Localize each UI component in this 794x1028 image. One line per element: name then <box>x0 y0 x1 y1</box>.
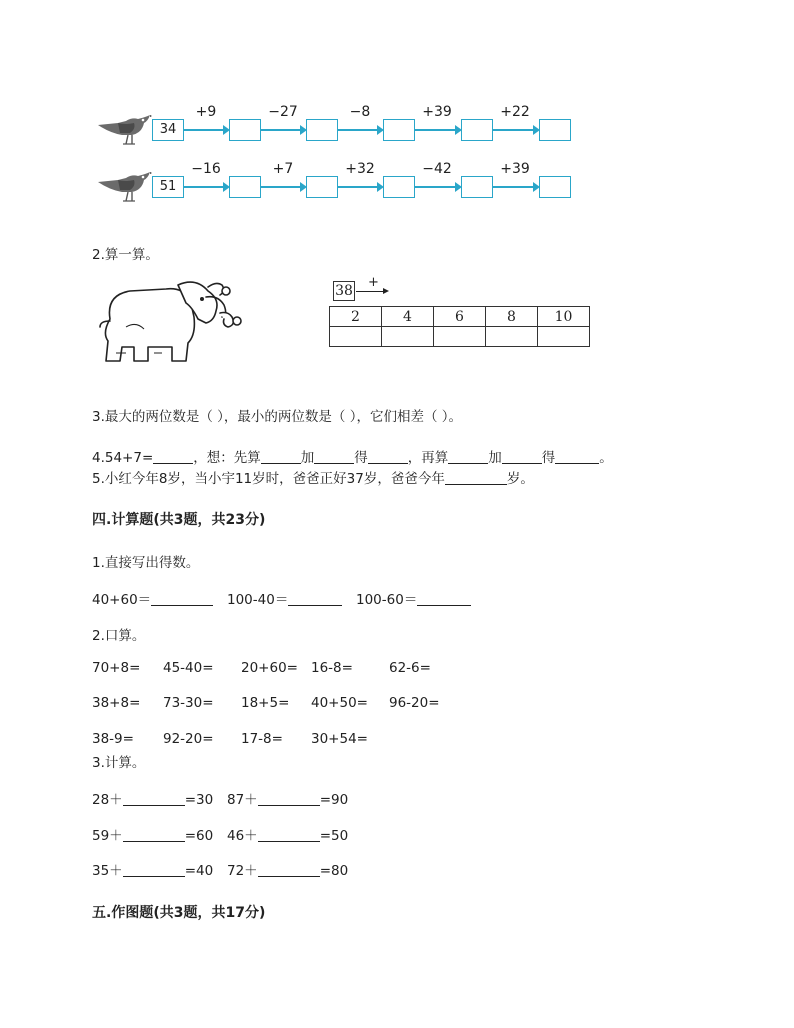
answer-blank[interactable] <box>258 827 320 842</box>
oral-calc-item: 38-9= <box>92 731 134 747</box>
answer-cell[interactable] <box>382 327 434 347</box>
s4-question-1-label: 1.直接写出得数。 <box>92 555 200 571</box>
table-cell: 2 <box>330 307 382 327</box>
oral-calc-item: 38+8= <box>92 695 141 711</box>
pigeon-icon <box>96 168 152 206</box>
answer-blank[interactable] <box>153 449 193 464</box>
answer-box[interactable] <box>539 119 571 141</box>
answer-blank[interactable] <box>445 470 507 485</box>
number-chain-1 <box>96 104 596 151</box>
table-arrow <box>356 291 384 292</box>
chain-operation: +32 <box>345 161 375 177</box>
table-operator: + <box>368 275 379 290</box>
chain-arrow <box>415 186 460 188</box>
chain-operation: +9 <box>195 104 217 120</box>
q4-text: 得 <box>354 450 368 466</box>
answer-blank[interactable] <box>368 449 408 464</box>
addition-table <box>329 306 590 347</box>
oral-calc-item: 70+8= <box>92 660 141 676</box>
q5-text: 5.小红今年8岁，当小宇11岁时，爸爸正好37岁，爸爸今年 <box>92 471 445 487</box>
question-4 <box>92 446 613 466</box>
question-3: 3.最大的两位数是（ ），最小的两位数是（ ），它们相差（ ）。 <box>92 409 463 425</box>
expression: 35＋ <box>92 863 123 879</box>
answer-blank[interactable] <box>288 591 342 606</box>
section-5-heading: 五.作图题(共3题，共17分) <box>92 905 266 921</box>
chain-start: 34 <box>152 119 184 141</box>
expression: 28＋ <box>92 792 123 808</box>
elephant-icon <box>96 277 244 369</box>
oral-calc-item: 73-30= <box>163 695 214 711</box>
answer-blank[interactable] <box>502 449 542 464</box>
expression: =80 <box>319 863 349 879</box>
chain-operation: +39 <box>422 104 452 120</box>
oral-calc-item: 17-8= <box>241 731 283 747</box>
chain-arrow <box>338 186 382 188</box>
chain-arrow <box>415 129 460 131</box>
s4-question-1-item <box>92 588 213 608</box>
fill-calc-item <box>227 824 348 844</box>
s4-question-1-item <box>356 588 471 608</box>
answer-blank[interactable] <box>314 449 354 464</box>
answer-blank[interactable] <box>555 449 599 464</box>
answer-blank[interactable] <box>151 591 213 606</box>
q4-text: 4.54+7= <box>92 450 154 466</box>
chain-arrow <box>184 186 228 188</box>
table-arrow-head <box>383 288 389 294</box>
answer-box[interactable] <box>229 119 261 141</box>
expression: =50 <box>319 828 349 844</box>
answer-box[interactable] <box>461 176 493 198</box>
question-5 <box>92 467 534 487</box>
chain-operation: −27 <box>268 104 298 120</box>
answer-blank[interactable] <box>123 827 185 842</box>
expression: 87＋ <box>227 792 258 808</box>
table-cell: 8 <box>486 307 538 327</box>
answer-box[interactable] <box>383 176 415 198</box>
expression: =90 <box>319 792 349 808</box>
expression: =40 <box>184 863 214 879</box>
oral-calc-item: 45-40= <box>163 660 214 676</box>
answer-blank[interactable] <box>258 791 320 806</box>
answer-box[interactable] <box>539 176 571 198</box>
q4-text: ，想：先算 <box>193 450 261 466</box>
q4-text: 。 <box>599 450 613 466</box>
oral-calc-item: 40+50= <box>311 695 368 711</box>
oral-calc-item: 92-20= <box>163 731 214 747</box>
chain-arrow <box>493 186 538 188</box>
answer-blank[interactable] <box>417 591 471 606</box>
answer-box[interactable] <box>306 119 338 141</box>
expression: 72＋ <box>227 863 258 879</box>
oral-calc-item: 20+60= <box>241 660 298 676</box>
answer-cell[interactable] <box>330 327 382 347</box>
q4-text: ，再算 <box>407 450 449 466</box>
s4-question-3-label: 3.计算。 <box>92 755 146 771</box>
chain-arrow <box>493 129 538 131</box>
chain-operation: −16 <box>191 161 221 177</box>
expression: 100-40＝ <box>227 592 289 608</box>
expression: 46＋ <box>227 828 258 844</box>
q5-text: 岁。 <box>506 471 534 487</box>
pigeon-icon <box>96 111 152 149</box>
fill-calc-item <box>227 859 348 879</box>
oral-calc-item: 62-6= <box>389 660 431 676</box>
answer-cell[interactable] <box>538 327 590 347</box>
number-chain-2 <box>96 161 596 208</box>
chain-arrow <box>338 129 382 131</box>
s4-question-2-label: 2.口算。 <box>92 628 146 644</box>
answer-blank[interactable] <box>448 449 488 464</box>
q4-text: 得 <box>541 450 556 466</box>
s4-question-1-item <box>227 588 342 608</box>
oral-calc-item: 30+54= <box>311 731 368 747</box>
expression: 40+60＝ <box>92 592 152 608</box>
chain-start: 51 <box>152 176 184 198</box>
chain-arrow <box>261 129 305 131</box>
chain-operation: −42 <box>422 161 452 177</box>
q4-text: 加 <box>300 450 315 466</box>
answer-blank[interactable] <box>123 791 185 806</box>
question-2-label: 2.算一算。 <box>92 247 159 263</box>
fill-calc-item <box>92 859 213 879</box>
expression: 100-60＝ <box>356 592 418 608</box>
expression: 59＋ <box>92 828 123 844</box>
table-cell: 10 <box>538 307 590 327</box>
chain-arrow <box>261 186 305 188</box>
oral-calc-item: 16-8= <box>311 660 353 676</box>
answer-box[interactable] <box>229 176 261 198</box>
expression: =60 <box>184 828 214 844</box>
chain-operation: +22 <box>500 104 530 120</box>
fill-calc-item <box>92 824 213 844</box>
chain-arrow <box>184 129 228 131</box>
expression: =30 <box>184 792 214 808</box>
oral-calc-item: 18+5= <box>241 695 290 711</box>
table-cell: 6 <box>434 307 486 327</box>
answer-box[interactable] <box>306 176 338 198</box>
section-4-heading: 四.计算题(共3题，共23分) <box>92 512 266 528</box>
oral-calc-item: 96-20= <box>389 695 440 711</box>
answer-blank[interactable] <box>261 449 301 464</box>
fill-calc-item <box>92 788 213 808</box>
answer-box[interactable] <box>461 119 493 141</box>
answer-cell[interactable] <box>434 327 486 347</box>
table-start-number: 38 <box>333 281 355 301</box>
answer-box[interactable] <box>383 119 415 141</box>
chain-operation: −8 <box>349 104 371 120</box>
chain-operation: +7 <box>272 161 294 177</box>
answer-blank[interactable] <box>123 862 185 877</box>
q4-text: 加 <box>488 450 502 466</box>
chain-operation: +39 <box>500 161 530 177</box>
fill-calc-item <box>227 788 348 808</box>
answer-blank[interactable] <box>258 862 320 877</box>
answer-cell[interactable] <box>486 327 538 347</box>
table-cell: 4 <box>382 307 434 327</box>
